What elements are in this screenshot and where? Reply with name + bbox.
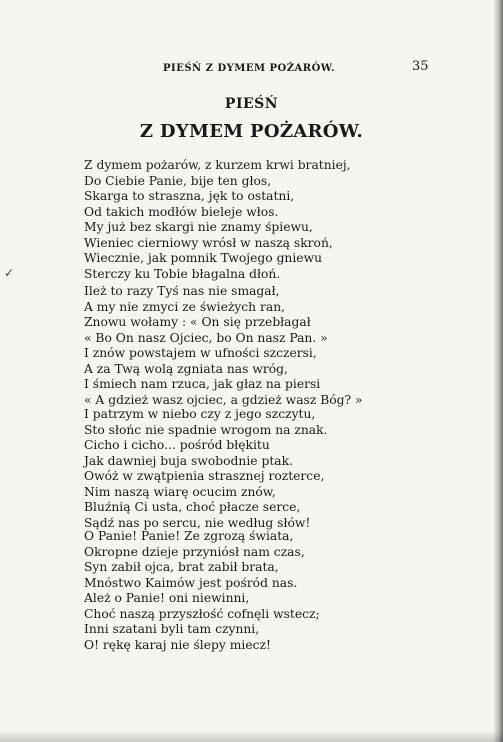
verse-line: Okropne dzieje przyniósł nam czas, [84, 544, 305, 559]
margin-mark: ✓ [4, 266, 15, 280]
verse-line: Syn zabił ojca, brat zabił brata, [84, 560, 279, 574]
verse-line: Owóż w zwątpienia strasznej rozterce, [84, 469, 325, 483]
verse-line: I śmiech nam rzuca, jak głaz na piersi [84, 377, 321, 391]
page-bottom-shadow [0, 730, 503, 742]
verse-line: Wieniec cierniowy wrósł w naszą skroń, [84, 235, 333, 250]
verse-line: « Bo On nasz Ojciec, bo On nasz Pan. » [84, 330, 328, 345]
verse-line: Choć naszą przyszłość cofnęli wstecz; [84, 606, 320, 621]
verse-line: O Panie! Panie! Ze zgrozą świata, [84, 529, 294, 543]
verse-line: I znów powstajem w ufności szczersi, [84, 346, 317, 360]
verse-line: Inni szatani byli tam czynni, [84, 622, 260, 636]
stanza-1 [84, 158, 384, 282]
verse-line: Cicho i cicho... pośród błękitu [84, 438, 270, 452]
verse-line: Mnóstwo Kaimów jest pośród nas. [84, 575, 298, 590]
verse-line: Znowu wołamy : « On się przebłagał [84, 315, 311, 329]
verse-line: Z dymem pożarów, z kurzem krwi bratniej, [84, 158, 351, 172]
verse-line: O! rękę karaj nie ślepy miecz! [84, 637, 271, 652]
verse-line: Jak dawniej buja swobodnie ptak. [84, 453, 293, 468]
verse-line: Skarga to straszna, jęk to ostatni, [84, 189, 295, 203]
verse-line: Wiecznie, jak pomnik Twojego gniewu [84, 251, 323, 265]
verse-line: My już bez skargi nie znamy śpiewu, [84, 220, 313, 234]
verse-line: Sto słońc nie spadnie wrogom na znak. [84, 422, 328, 437]
page-number: 35 [412, 59, 429, 74]
poem-title-small: PIEŚŃ [224, 96, 279, 112]
verse-line: Nim naszą wiarę ocucim znów, [84, 484, 276, 499]
verse-line: Sterczy ku Tobie błagalna dłoń. [84, 266, 281, 281]
verse-line: I patrzym w niebo czy z jego szczytu, [84, 407, 316, 421]
verse-line: Ileż to razy Tyś nas nie smagał, [84, 284, 280, 298]
verse-line: Do Ciebie Panie, bije ten głos, [84, 173, 272, 188]
stanza-2 [84, 284, 384, 408]
verse-line: A za Twą wolą zgniata nas wróg, [84, 361, 288, 376]
stanza-3 [84, 407, 384, 531]
verse-line: Od takich modłów bieleje włos. [84, 204, 279, 219]
verse-line: Ależ o Panie! oni niewinni, [84, 591, 250, 605]
running-head: PIEŚŃ Z DYMEM POŻARÓW. [163, 63, 335, 74]
verse-line: A my nie zmyci ze świeżych ran, [84, 299, 286, 314]
poem-title-large: Z DYMEM POŻARÓW. [139, 121, 364, 142]
verse-line: Bluźnią Ci usta, choć płacze serce, [84, 500, 301, 514]
verse-line: « A gdzież wasz ojciec, a gdzież wasz Bóg? » [84, 392, 363, 407]
verse-line: Sądź nas po sercu, nie według słów! [84, 515, 311, 530]
stanza-4 [84, 529, 384, 653]
